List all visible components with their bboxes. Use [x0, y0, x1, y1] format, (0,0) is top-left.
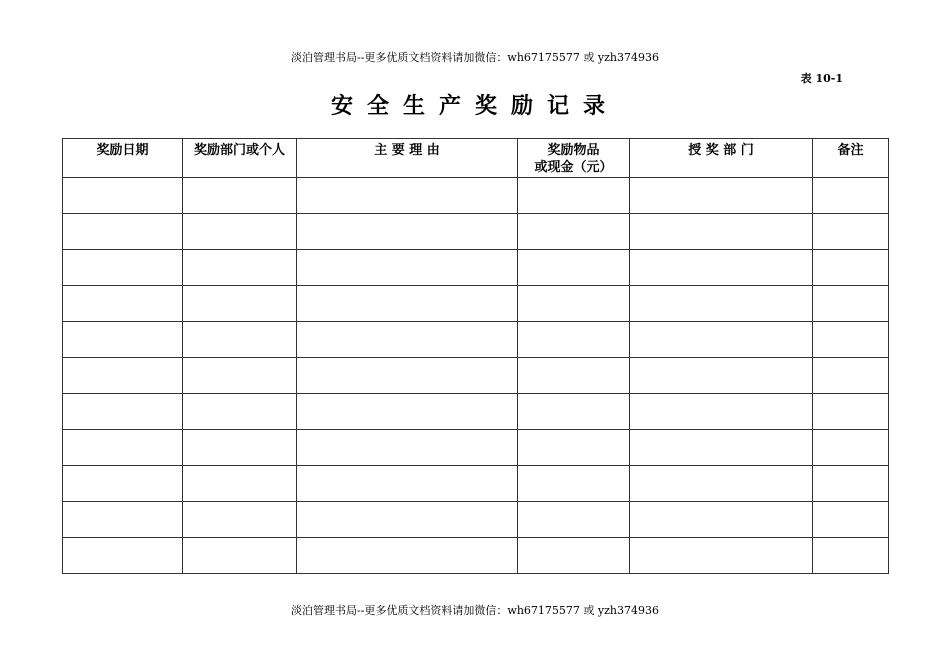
table-header-row — [63, 139, 889, 178]
award-item-cell[interactable] — [518, 286, 630, 322]
awarding-dept-cell[interactable] — [630, 178, 813, 214]
remarks-cell[interactable] — [813, 250, 889, 286]
column-header-label: 奖励部门或个人 — [193, 143, 285, 158]
award-date-cell[interactable] — [63, 502, 183, 538]
table-row — [63, 214, 889, 250]
award-date-cell[interactable] — [63, 214, 183, 250]
award-item-cell[interactable] — [518, 214, 630, 250]
recipient-cell[interactable] — [183, 322, 297, 358]
column-header-main-reason — [297, 139, 518, 178]
recipient-cell[interactable] — [183, 286, 297, 322]
form-number: 表 10-1 — [800, 72, 843, 85]
award-item-cell[interactable] — [518, 394, 630, 430]
table-row — [63, 394, 889, 430]
award-item-cell[interactable] — [518, 538, 630, 574]
main-reason-cell[interactable] — [297, 430, 518, 466]
header-watermark-note: 淡泊管理书局--更多优质文档资料请加微信：wh67175577 或 yzh374936 — [291, 51, 659, 64]
recipient-cell[interactable] — [183, 538, 297, 574]
award-item-cell[interactable] — [518, 466, 630, 502]
award-item-cell[interactable] — [518, 322, 630, 358]
recipient-cell[interactable] — [183, 430, 297, 466]
awarding-dept-cell[interactable] — [630, 322, 813, 358]
awarding-dept-cell[interactable] — [630, 250, 813, 286]
main-reason-cell[interactable] — [297, 286, 518, 322]
column-header-label: 授 奖 部 门 — [688, 143, 754, 158]
main-reason-cell[interactable] — [297, 538, 518, 574]
footer-watermark-note: 淡泊管理书局--更多优质文档资料请加微信：wh67175577 或 yzh374936 — [291, 604, 659, 617]
awarding-dept-cell[interactable] — [630, 358, 813, 394]
column-header-award-item — [518, 139, 630, 178]
award-item-cell[interactable] — [518, 358, 630, 394]
main-reason-cell[interactable] — [297, 394, 518, 430]
awarding-dept-cell[interactable] — [630, 286, 813, 322]
remarks-cell[interactable] — [813, 358, 889, 394]
remarks-cell[interactable] — [813, 178, 889, 214]
award-date-cell[interactable] — [63, 286, 183, 322]
table-row — [63, 538, 889, 574]
table-body — [63, 178, 889, 574]
column-header-remarks — [813, 139, 889, 178]
main-reason-cell[interactable] — [297, 322, 518, 358]
award-item-cell[interactable] — [518, 178, 630, 214]
award-item-cell[interactable] — [518, 250, 630, 286]
recipient-cell[interactable] — [183, 214, 297, 250]
awarding-dept-cell[interactable] — [630, 466, 813, 502]
table-row — [63, 250, 889, 286]
remarks-cell[interactable] — [813, 466, 889, 502]
recipient-cell[interactable] — [183, 394, 297, 430]
main-reason-cell[interactable] — [297, 466, 518, 502]
table-row — [63, 322, 889, 358]
recipient-cell[interactable] — [183, 250, 297, 286]
award-date-cell[interactable] — [63, 358, 183, 394]
award-date-cell[interactable] — [63, 250, 183, 286]
column-header-recipient — [183, 139, 297, 178]
award-date-cell[interactable] — [63, 322, 183, 358]
award-date-cell[interactable] — [63, 178, 183, 214]
award-item-cell[interactable] — [518, 502, 630, 538]
awarding-dept-cell[interactable] — [630, 430, 813, 466]
table-row — [63, 430, 889, 466]
award-date-cell[interactable] — [63, 538, 183, 574]
remarks-cell[interactable] — [813, 322, 889, 358]
column-header-label: 奖励日期 — [96, 143, 149, 158]
column-header-award-date — [63, 139, 183, 178]
page-title: 安全生产奖励记录 — [330, 93, 619, 119]
column-header-label-line2: 或现金（元） — [534, 160, 613, 175]
main-reason-cell[interactable] — [297, 178, 518, 214]
award-date-cell[interactable] — [63, 394, 183, 430]
table-row — [63, 178, 889, 214]
main-reason-cell[interactable] — [297, 358, 518, 394]
table-row — [63, 358, 889, 394]
remarks-cell[interactable] — [813, 214, 889, 250]
main-reason-cell[interactable] — [297, 214, 518, 250]
recipient-cell[interactable] — [183, 178, 297, 214]
awarding-dept-cell[interactable] — [630, 214, 813, 250]
awarding-dept-cell[interactable] — [630, 394, 813, 430]
remarks-cell[interactable] — [813, 286, 889, 322]
column-header-label: 主 要 理 由 — [374, 143, 440, 158]
column-header-label: 备注 — [837, 143, 864, 158]
awarding-dept-cell[interactable] — [630, 502, 813, 538]
recipient-cell[interactable] — [183, 358, 297, 394]
table-row — [63, 286, 889, 322]
table-row — [63, 466, 889, 502]
award-date-cell[interactable] — [63, 466, 183, 502]
column-header-label: 奖励物品 — [547, 143, 600, 158]
main-reason-cell[interactable] — [297, 250, 518, 286]
table-row — [63, 502, 889, 538]
recipient-cell[interactable] — [183, 466, 297, 502]
recipient-cell[interactable] — [183, 502, 297, 538]
column-header-awarding-dept — [630, 139, 813, 178]
award-item-cell[interactable] — [518, 430, 630, 466]
award-record-table — [62, 138, 889, 574]
main-reason-cell[interactable] — [297, 502, 518, 538]
remarks-cell[interactable] — [813, 502, 889, 538]
awarding-dept-cell[interactable] — [630, 538, 813, 574]
remarks-cell[interactable] — [813, 538, 889, 574]
remarks-cell[interactable] — [813, 394, 889, 430]
remarks-cell[interactable] — [813, 430, 889, 466]
award-date-cell[interactable] — [63, 430, 183, 466]
